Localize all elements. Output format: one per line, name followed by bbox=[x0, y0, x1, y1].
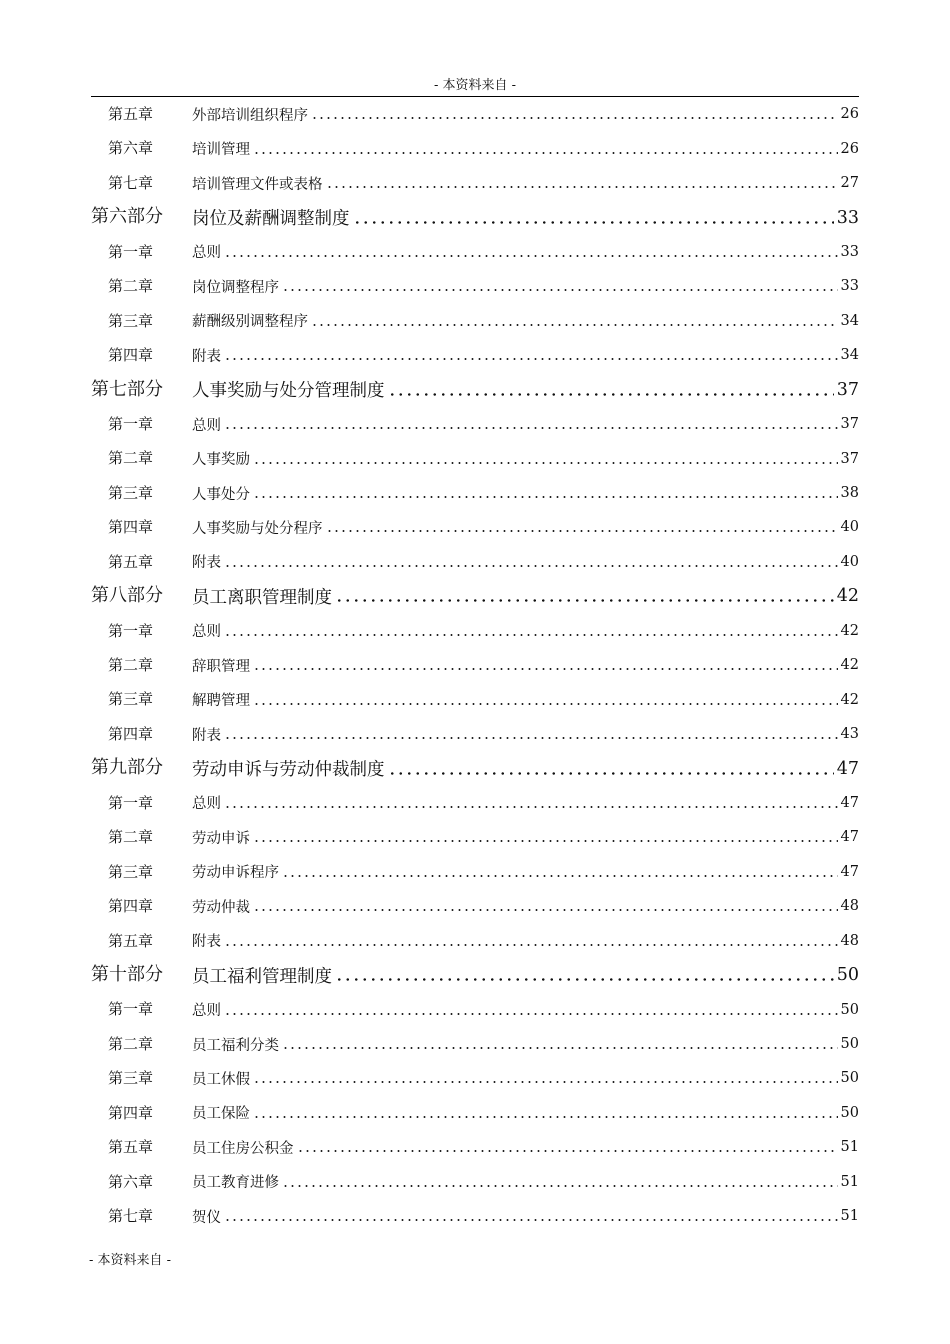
toc-entry-page-number: 34 bbox=[840, 347, 859, 364]
toc-entry-number: 第二章 bbox=[108, 1034, 154, 1053]
dot-leader bbox=[253, 840, 838, 842]
toc-chapter-entry[interactable] bbox=[91, 924, 859, 958]
toc-chapter-entry[interactable] bbox=[91, 820, 859, 854]
toc-entry-title: 辞职管理 bbox=[192, 658, 250, 675]
toc-entry-page-number: 51 bbox=[840, 1139, 859, 1156]
toc-part-entry[interactable] bbox=[91, 200, 859, 234]
toc-chapter-entry[interactable] bbox=[91, 235, 859, 269]
toc-entry-line bbox=[192, 235, 859, 269]
toc-entry-page-number: 50 bbox=[840, 1036, 859, 1053]
toc-entry-page-number: 42 bbox=[836, 586, 859, 607]
toc-entry-page-number: 40 bbox=[840, 553, 859, 570]
toc-entry-number: 第四章 bbox=[108, 1103, 154, 1122]
toc-entry-line bbox=[192, 682, 859, 716]
toc-entry-line bbox=[192, 1027, 859, 1061]
toc-entry-title: 附表 bbox=[192, 934, 221, 951]
toc-entry-title: 劳动申诉与劳动仲裁制度 bbox=[192, 760, 385, 781]
toc-chapter-entry[interactable] bbox=[91, 407, 859, 441]
toc-entry-title: 岗位调整程序 bbox=[192, 279, 279, 296]
toc-entry-number: 第三章 bbox=[108, 483, 154, 502]
toc-chapter-entry[interactable] bbox=[91, 1199, 859, 1233]
toc-entry-page-number: 26 bbox=[840, 140, 859, 157]
toc-entry-line bbox=[192, 648, 859, 682]
toc-entry-line bbox=[192, 717, 859, 751]
toc-entry-number: 第八部分 bbox=[91, 585, 163, 607]
dot-leader bbox=[253, 496, 838, 498]
toc-entry-title: 贺仪 bbox=[192, 1209, 221, 1226]
toc-chapter-entry[interactable] bbox=[91, 682, 859, 716]
dot-leader bbox=[282, 1185, 838, 1187]
toc-entry-number: 第五章 bbox=[108, 105, 154, 123]
toc-entry-number: 第五章 bbox=[108, 552, 154, 571]
toc-entry-title: 岗位及薪酬调整制度 bbox=[192, 209, 350, 230]
toc-entry-page-number: 50 bbox=[840, 1104, 859, 1121]
toc-entry-line bbox=[192, 441, 859, 475]
toc-entry-line bbox=[192, 97, 859, 131]
toc-entry-title: 附表 bbox=[192, 555, 221, 572]
toc-entry-line bbox=[192, 1199, 859, 1233]
toc-entry-number: 第一章 bbox=[108, 242, 154, 261]
toc-entry-number: 第四章 bbox=[108, 724, 154, 743]
dot-leader bbox=[353, 221, 834, 224]
toc-chapter-entry[interactable] bbox=[91, 855, 859, 889]
toc-chapter-entry[interactable] bbox=[91, 304, 859, 338]
dot-leader bbox=[253, 1081, 838, 1083]
toc-entry-line bbox=[192, 200, 859, 234]
toc-entry-number: 第三章 bbox=[108, 862, 154, 881]
toc-entry-title: 总则 bbox=[192, 245, 221, 262]
toc-entry-number: 第七部分 bbox=[91, 378, 163, 400]
toc-entry-title: 附表 bbox=[192, 348, 221, 365]
dot-leader bbox=[311, 117, 838, 119]
dot-leader bbox=[224, 737, 838, 739]
toc-entry-line bbox=[192, 1096, 859, 1130]
toc-part-entry[interactable] bbox=[91, 579, 859, 613]
toc-entry-title: 总则 bbox=[192, 1003, 221, 1020]
toc-chapter-entry[interactable] bbox=[91, 338, 859, 372]
toc-entry-title: 劳动申诉 bbox=[192, 830, 250, 847]
toc-chapter-entry[interactable] bbox=[91, 510, 859, 544]
toc-entry-page-number: 51 bbox=[840, 1173, 859, 1190]
toc-chapter-entry[interactable] bbox=[91, 1061, 859, 1095]
dot-leader bbox=[253, 668, 838, 670]
toc-entry-number: 第五章 bbox=[108, 931, 154, 950]
toc-entry-title: 培训管理 bbox=[192, 142, 250, 159]
dot-leader bbox=[388, 772, 834, 775]
toc-entry-page-number: 37 bbox=[840, 450, 859, 467]
toc-entry-page-number: 51 bbox=[840, 1208, 859, 1225]
page-footer: - 本资料来自 - bbox=[89, 1253, 172, 1268]
toc-entry-line bbox=[192, 166, 859, 200]
toc-chapter-entry[interactable] bbox=[91, 441, 859, 475]
toc-entry-line bbox=[192, 476, 859, 510]
toc-entry-number: 第九部分 bbox=[91, 757, 163, 779]
toc-entry-line bbox=[192, 373, 859, 407]
page-header: - 本资料来自 - bbox=[433, 78, 517, 93]
toc-entry-number: 第二章 bbox=[108, 828, 154, 847]
toc-entry-title: 总则 bbox=[192, 417, 221, 434]
toc-entry-title: 附表 bbox=[192, 727, 221, 744]
toc-entry-page-number: 42 bbox=[840, 622, 859, 639]
toc-entry-number: 第七章 bbox=[108, 173, 154, 192]
toc-entry-page-number: 42 bbox=[840, 691, 859, 708]
toc-chapter-entry[interactable] bbox=[91, 786, 859, 820]
dot-leader bbox=[224, 565, 838, 567]
toc-entry-page-number: 42 bbox=[840, 657, 859, 674]
dot-leader bbox=[224, 255, 838, 257]
toc-entry-title: 总则 bbox=[192, 624, 221, 641]
toc-entry-page-number: 33 bbox=[840, 243, 859, 260]
toc-entry-line bbox=[192, 786, 859, 820]
toc-chapter-entry[interactable] bbox=[91, 97, 859, 131]
toc-entry-number: 第六章 bbox=[108, 1172, 154, 1191]
dot-leader bbox=[224, 944, 838, 946]
toc-entry-line bbox=[192, 855, 859, 889]
toc-entry-page-number: 38 bbox=[840, 485, 859, 502]
dot-leader bbox=[326, 186, 838, 188]
dot-leader bbox=[253, 909, 838, 911]
toc-chapter-entry[interactable] bbox=[91, 614, 859, 648]
toc-entry-title: 人事处分 bbox=[192, 486, 250, 503]
toc-entry-line bbox=[192, 269, 859, 303]
toc-entry-title: 人事奖励与处分程序 bbox=[192, 520, 323, 537]
toc-entry-title: 人事奖励 bbox=[192, 452, 250, 469]
dot-leader bbox=[224, 806, 838, 808]
toc-entry-title: 劳动仲裁 bbox=[192, 899, 250, 916]
toc-chapter-entry[interactable] bbox=[91, 269, 859, 303]
toc-entry-line bbox=[192, 131, 859, 165]
toc-entry-number: 第二章 bbox=[108, 656, 154, 674]
toc-entry-page-number: 47 bbox=[840, 863, 859, 880]
toc-chapter-entry[interactable] bbox=[91, 131, 859, 165]
toc-entry-page-number: 33 bbox=[840, 278, 859, 295]
toc-entry-page-number: 37 bbox=[836, 379, 859, 400]
toc-chapter-entry[interactable] bbox=[91, 992, 859, 1026]
toc-entry-line bbox=[192, 304, 859, 338]
toc-entry-line bbox=[192, 407, 859, 441]
toc-chapter-entry[interactable] bbox=[91, 1165, 859, 1199]
dot-leader bbox=[224, 1013, 838, 1015]
dot-leader bbox=[224, 358, 838, 360]
toc-chapter-entry[interactable] bbox=[91, 1130, 859, 1164]
toc-entry-number: 第一章 bbox=[108, 621, 154, 640]
toc-entry-page-number: 47 bbox=[840, 794, 859, 811]
toc-entry-title: 薪酬级别调整程序 bbox=[192, 314, 308, 331]
dot-leader bbox=[224, 634, 838, 636]
dot-leader bbox=[282, 289, 838, 291]
toc-entry-number: 第一章 bbox=[108, 414, 154, 433]
toc-entry-title: 员工教育进修 bbox=[192, 1175, 279, 1192]
toc-chapter-entry[interactable] bbox=[91, 476, 859, 510]
toc-entry-line bbox=[192, 338, 859, 372]
toc-chapter-entry[interactable] bbox=[91, 648, 859, 682]
toc-part-entry[interactable] bbox=[91, 373, 859, 407]
toc-entry-number: 第六章 bbox=[108, 139, 154, 158]
dot-leader bbox=[311, 324, 838, 326]
dot-leader bbox=[282, 1047, 838, 1049]
toc-chapter-entry[interactable] bbox=[91, 717, 859, 751]
toc-entry-title: 员工福利分类 bbox=[192, 1037, 279, 1054]
toc-entry-line bbox=[192, 1130, 859, 1164]
toc-entry-number: 第三章 bbox=[108, 1069, 154, 1088]
toc-entry-page-number: 50 bbox=[836, 965, 859, 986]
dot-leader bbox=[253, 1116, 838, 1118]
toc-entry-number: 第四章 bbox=[108, 897, 154, 916]
toc-entry-line bbox=[192, 1165, 859, 1199]
dot-leader bbox=[224, 1219, 838, 1221]
dot-leader bbox=[388, 393, 834, 396]
toc-entry-number: 第六部分 bbox=[91, 206, 163, 228]
toc-entry-line bbox=[192, 579, 859, 613]
toc-entry-title: 员工离职管理制度 bbox=[192, 587, 332, 608]
toc-entry-number: 第五章 bbox=[108, 1138, 154, 1157]
toc-entry-title: 员工福利管理制度 bbox=[192, 966, 332, 987]
toc-entry-page-number: 27 bbox=[840, 175, 859, 192]
toc-entry-number: 第四章 bbox=[108, 346, 154, 365]
toc-chapter-entry[interactable] bbox=[91, 545, 859, 579]
dot-leader bbox=[282, 875, 838, 877]
toc-entry-number: 第二章 bbox=[108, 277, 154, 296]
toc-entry-number: 第四章 bbox=[108, 518, 154, 537]
toc-entry-number: 第十部分 bbox=[91, 963, 163, 985]
toc-part-entry[interactable] bbox=[91, 958, 859, 992]
toc-entry-page-number: 48 bbox=[840, 932, 859, 949]
toc-entry-page-number: 47 bbox=[836, 758, 859, 779]
dot-leader bbox=[335, 599, 834, 602]
toc-entry-title: 解聘管理 bbox=[192, 693, 250, 710]
toc-entry-page-number: 43 bbox=[840, 726, 859, 743]
dot-leader bbox=[253, 703, 838, 705]
toc-part-entry[interactable] bbox=[91, 751, 859, 785]
toc-entry-number: 第三章 bbox=[108, 690, 154, 709]
toc-entry-page-number: 34 bbox=[840, 312, 859, 329]
toc-entry-line bbox=[192, 751, 859, 785]
toc-entry-number: 第一章 bbox=[108, 1000, 154, 1019]
toc-entry-line bbox=[192, 1061, 859, 1095]
toc-entry-title: 人事奖励与处分管理制度 bbox=[192, 381, 385, 402]
toc-entry-title: 总则 bbox=[192, 796, 221, 813]
toc-entry-title: 员工休假 bbox=[192, 1071, 250, 1088]
toc-entry-page-number: 48 bbox=[840, 898, 859, 915]
toc-entry-line bbox=[192, 614, 859, 648]
toc-entry-page-number: 40 bbox=[840, 519, 859, 536]
toc-entry-title: 外部培训组织程序 bbox=[192, 107, 308, 124]
toc-entry-line bbox=[192, 510, 859, 544]
toc-entry-line bbox=[192, 992, 859, 1026]
dot-leader bbox=[297, 1150, 838, 1152]
toc-entry-title: 员工保险 bbox=[192, 1106, 250, 1123]
toc-entry-page-number: 47 bbox=[840, 829, 859, 846]
toc-entry-page-number: 50 bbox=[840, 1070, 859, 1087]
dot-leader bbox=[253, 462, 838, 464]
toc-entry-line bbox=[192, 545, 859, 579]
dot-leader bbox=[253, 152, 838, 154]
toc-entry-page-number: 26 bbox=[840, 106, 859, 123]
toc-entry-title: 员工住房公积金 bbox=[192, 1140, 294, 1157]
table-of-contents bbox=[91, 97, 859, 1233]
toc-entry-page-number: 33 bbox=[836, 207, 859, 228]
toc-entry-page-number: 50 bbox=[840, 1001, 859, 1018]
toc-chapter-entry[interactable] bbox=[91, 1096, 859, 1130]
toc-entry-number: 第三章 bbox=[108, 311, 154, 330]
toc-entry-line bbox=[192, 820, 859, 854]
toc-entry-page-number: 37 bbox=[840, 416, 859, 433]
toc-entry-number: 第一章 bbox=[108, 793, 154, 812]
toc-chapter-entry[interactable] bbox=[91, 1027, 859, 1061]
toc-entry-title: 劳动申诉程序 bbox=[192, 865, 279, 882]
dot-leader bbox=[326, 530, 838, 532]
toc-chapter-entry[interactable] bbox=[91, 166, 859, 200]
toc-chapter-entry[interactable] bbox=[91, 889, 859, 923]
toc-entry-number: 第七章 bbox=[108, 1207, 154, 1225]
toc-entry-number: 第二章 bbox=[108, 449, 154, 468]
toc-entry-line bbox=[192, 958, 859, 992]
dot-leader bbox=[224, 427, 838, 429]
toc-entry-title: 培训管理文件或表格 bbox=[192, 176, 323, 193]
toc-entry-line bbox=[192, 889, 859, 923]
dot-leader bbox=[335, 978, 834, 981]
toc-entry-line bbox=[192, 924, 859, 958]
